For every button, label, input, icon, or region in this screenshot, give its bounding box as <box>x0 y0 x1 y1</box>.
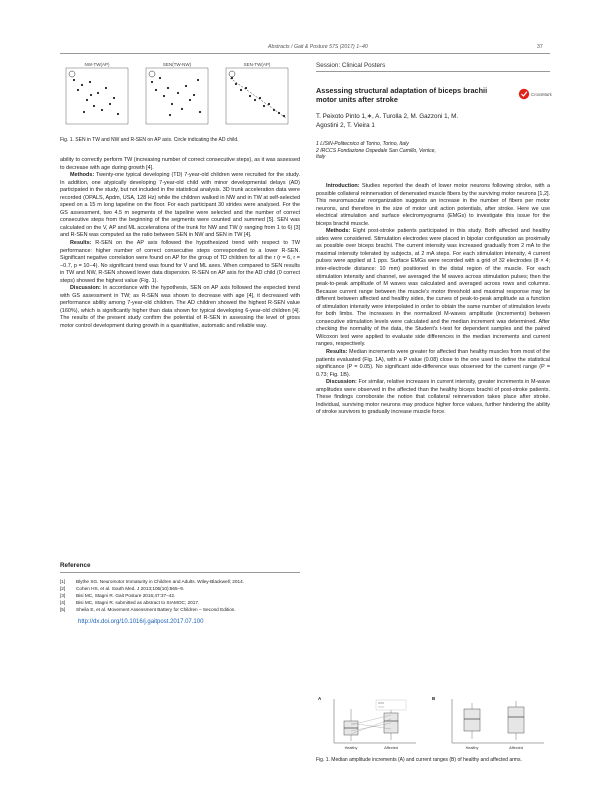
left-methods-label: Methods: <box>70 172 95 179</box>
right-methods-text: Eight post-stroke patients participated in this study. Both affected and healthy sides were considered. Stimulation electrodes were placed in bipolar configuration as proximally as possible over biceps brachii. The current intensity was increased gradually from 2 mA to the maximal intensity tolerated by subjects, at 2 mA steps. For each stimulation intensity, 4 current pulses were applied at 1 pps. Surface EMGs were recorded with a grid of 32 electrodes (8 × 4; inter-electrode distance: 10 mm) positioned in the distal region of the muscle. For each stimulation intensity and channel, we averaged the M waves across stimulation pulses; then the peak-to-peak amplitude of M waves was calculated and averaged across rows and columns. Because current range between the muscle's motor threshold and maximal response may be different between affected and healthy sides, the curves of peak-to-peak amplitude as a function of stimulation intensity were interpolated in order to obtain the same number of stimulation levels for both limbs. The increases in the normalized M-waves amplitude (increments) between consecutive stimulation levels were calculated and the median increment was determined. After checking the normality of the data, the Student's t-test for dependent samples and the paired Wilcoxon test were applied to evaluate side differences in the median increments and current ranges, respectively. <box>316 228 550 348</box>
left-discussion-text: In accordance with the hypothesis, SEN on AP axis followed the expected trend with GS assessment in TW; as R-SEN was shown to decrease with age [4], it decreased with performance ability among 7-year-old children. The AD children showed the highest R-SEN value (160%), which is significantly higher than data shown for typical developing 6-year-old children [4]. The results of the present study confirm the potential of R-SEN in assessing the level of gross motor control development during growth in a quantitative, automatic and reliable way. <box>60 285 301 330</box>
panel-3 <box>226 62 288 124</box>
panel-b-xlabel-1: Healthy <box>465 746 479 750</box>
affiliation-2a: 2 IRCCS Fondazione Ospedale San Camillo, Venice, <box>316 147 436 154</box>
affiliation-2b: Italy <box>316 154 326 161</box>
panel-1-title: NW-TW(AP) <box>84 62 110 67</box>
panel-a-xlabel-1: Healthy <box>344 746 358 750</box>
panel-a <box>318 696 416 750</box>
reference-item: [5] Sheila E, et al. Movement Assessment Battery for Children – Second Edition. <box>60 607 236 612</box>
crossmark-icon <box>518 86 552 102</box>
left-body <box>60 157 300 331</box>
right-results-para <box>316 349 550 379</box>
references-rule <box>60 572 300 573</box>
crossmark-badge[interactable] <box>518 86 552 102</box>
left-results-para <box>60 240 300 285</box>
right-results-text: Median increments were greater for affected than healthy muscles from most of the patients evaluated (Fig. 1A), with a P value (0.08) close to the one used to define the statistical significance (P = 0.05). No significant side-difference was observed for the current range (P = 0.73; Fig. 1B). <box>316 349 550 378</box>
left-intro-para: ability to correctly perform TW (increasing number of correct consecutive steps), as it was assessed to decrease with age during growth [4]. <box>60 157 300 171</box>
right-figure-caption: Fig. 1. Median amplitude increments (A) and current ranges (B) of healthy and affected arms. <box>316 757 522 763</box>
session-label: Session: Clinical Posters <box>316 62 386 69</box>
panel-2-title: SEN(TW-NW) <box>162 62 192 67</box>
right-methods-label: Methods: <box>326 228 351 235</box>
authors-line-1: T. Peixoto Pinto 1,∗, A. Turolla 2, M. Gazzoni 1, M. <box>316 113 459 120</box>
reference-item: [2] Cohen HS, et al. South Med. J 2013;106(10):565–9. <box>60 586 185 591</box>
right-discussion-para <box>316 379 550 417</box>
left-results-text: R-SEN on the AP axis followed the hypothesized trend with respect to TW performance: higher number of correct consecutive steps corresponded to a lower R-SEN. Significant negative correlation were found on AP for the group of TD children for all the r (r = 6, r = −0.7, p = 10−4). No significant trend was found for V and ML axes. When compared to SEN results in TW and NW, R-SEN showed lower data dispersion. R-SEN on AP axis for the AD child (0 correct steps) showed the highest value (Fig. 1). <box>60 240 300 284</box>
left-results-label: Results: <box>70 240 92 247</box>
reference-item: [3] Bisi MC, Stagni R. Gait Posture 2016;47:37–42. <box>60 593 176 598</box>
right-figure <box>316 695 550 775</box>
right-results-label: Results: <box>326 349 348 356</box>
panel-b <box>432 696 544 750</box>
doi-link[interactable]: http://dx.doi.org/10.1016/j.gaitpost.2017.07.100 <box>78 619 204 625</box>
affiliations <box>316 141 550 161</box>
article-title: Assessing structural adaptation of biceps brachii motor units after stroke <box>316 86 488 105</box>
left-discussion-para <box>60 285 300 330</box>
right-intro-para <box>316 183 550 228</box>
left-methods-text: Twenty-one typical developing (TD) 7-year-old children were recruited for the study. In addition, one atypically developing 7-year-old child with minor developmental delays (AD) participated in the study, but not included in the statistical analysis. 3D trunk acceleration data were recorded (OPALS, Apdm, USA, 128 Hz) while the children walked in NW and in TW at self-selected speed on a 15 m long tapeline on the floor. For each participant 30 strides were analysed. For the GS assessment, two 4.5 m segments of the tapeline were selected and the number of correct consecutive steps from the beginning of the segments were counted and summed [5]. SEN was calculated on the V, AP and ML accelerations of the trunk for NW and TW (r ranging from 1 to 6) [3] and R-SEN was computed as the ratio between SEN in NW and SEN in TW [4]. <box>60 172 300 239</box>
box-plots <box>316 695 550 755</box>
left-methods-para <box>60 172 300 240</box>
panel-a-xlabel-2: Affected <box>384 746 398 750</box>
references-heading: Reference <box>60 562 91 569</box>
right-discussion-label: Discussion: <box>326 379 357 386</box>
panel-2 <box>146 62 208 124</box>
reference-item: [4] Bisi MC, Stagni R. submitted as abstract to SIAMOC; 2017. <box>60 600 200 605</box>
panel-3-title: SEN-TW(AP) <box>243 62 271 67</box>
left-discussion-label: Discussion: <box>70 285 101 292</box>
authors-line-2: Agostini 2, T. Vieira 1 <box>316 121 375 129</box>
panel-b-xlabel-2: Affected <box>509 746 523 750</box>
journal-header: Abstracts / Gait & Posture 57S (2017) 1–40 <box>268 44 368 50</box>
right-intro-label: Introduction: <box>326 183 360 189</box>
author-list <box>316 113 550 130</box>
crossmark-label: CrossMark <box>531 92 552 97</box>
panel-1 <box>66 62 128 124</box>
right-discussion-text: For similar, relative increases in current intensity, greater increments in M-wave amplitudes were observed in the affected than the healthy biceps brachii of post-stroke patients. These findings corroborate the notion that collateral reinnervation takes place after stroke. Individual, surviving motor neurons may produce higher force values, further hindering the ability of stroke survivors to gradually increase muscle force. <box>316 379 550 416</box>
left-figure-caption: Fig. 1. SEN in TW and NW and R-SEN on AP axis. Circle indicating the AD child. <box>60 137 239 143</box>
right-body <box>316 183 550 417</box>
page-number: 37 <box>537 44 543 50</box>
reference-list <box>60 578 300 613</box>
panel-b-label: B <box>432 696 436 701</box>
session-rule <box>316 71 550 72</box>
left-figure <box>60 60 300 146</box>
affiliation-1: 1 LISiN-Politecnico di Torino, Torino, Italy <box>316 141 409 147</box>
reference-item: [1] Blythe SG. Neuromotor Immaturity in Children and Adults. Wiley-Blackwell; 2014. <box>60 579 245 584</box>
header-rule <box>60 53 550 54</box>
scatter-panels <box>60 60 300 138</box>
panel-a-label: A <box>318 696 322 701</box>
right-methods-para <box>316 228 550 349</box>
right-intro-text: Studies reported the death of lower motor neurons following stroke, with a possible collateral reinnervation of denervated muscle fibers by the surviving motor neurons [1,2]. This neuromuscular reorganization suggests an increase in the number of fibers per motor neurons, and therefore in the size of motor unit action potentials, after stroke. Here we use electrical stimulation and surface electromyograms (EMGs) to investigate this issue for the biceps brachii muscle. <box>316 183 551 227</box>
